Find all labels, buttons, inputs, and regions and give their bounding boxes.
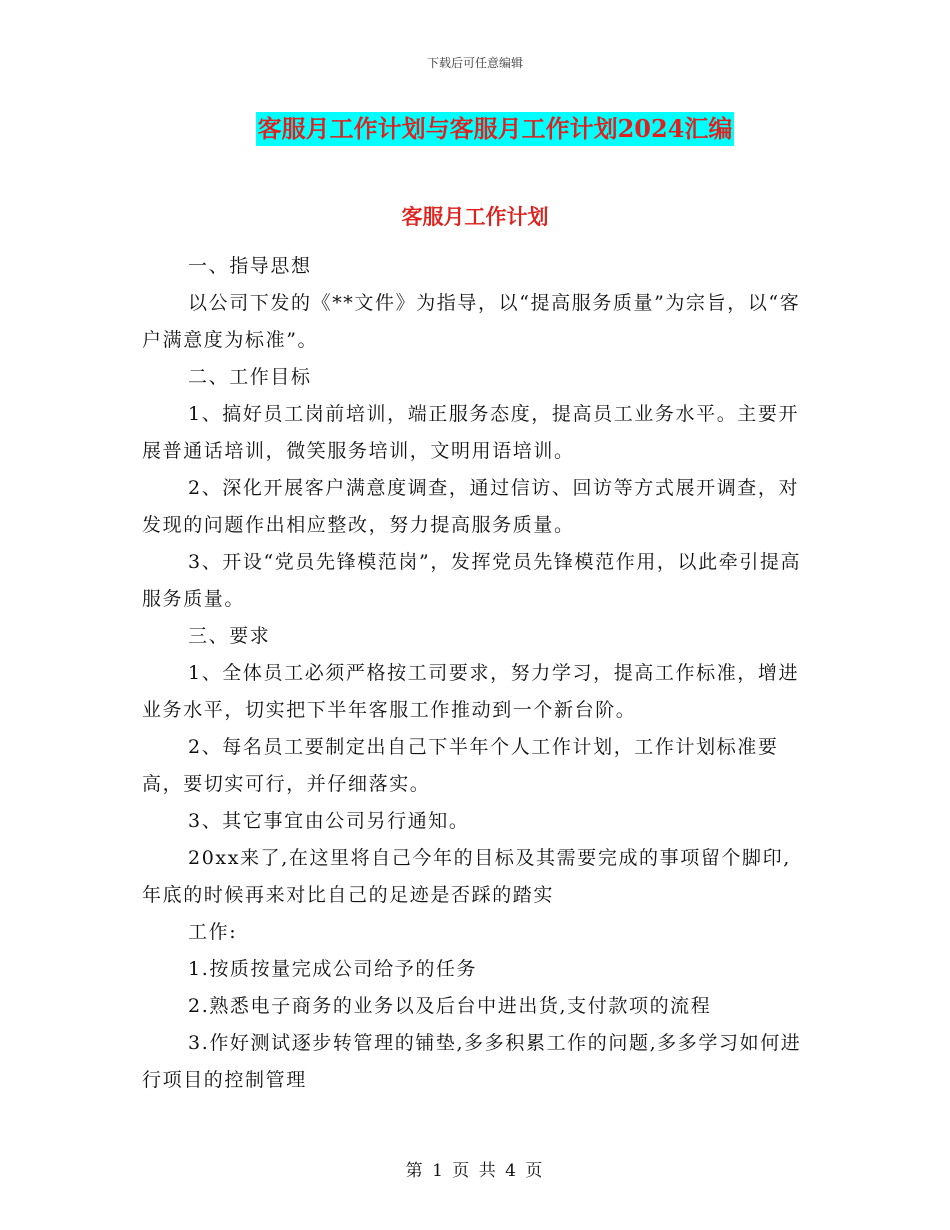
list-item-work-1: 1.按质按量完成公司给予的任务: [188, 958, 478, 980]
list-item-work-3: 3.作好测试逐步转管理的铺垫,多多积累工作的问题,多多学习如何进行项目的控制管理: [142, 1032, 802, 1091]
heading-work-goals: 二、工作目标: [188, 366, 312, 388]
main-title: 客服月工作计划与客服月工作计划2024汇编: [256, 112, 735, 146]
section-title: 客服月工作计划: [401, 204, 549, 229]
main-title-wrap: [0, 112, 950, 146]
heading-requirements: 三、要求: [188, 625, 271, 647]
heading-work: 工作:: [188, 921, 238, 943]
paragraph-goal-3: 3、开设“党员先锋模范岗”，发挥党员先锋模范作用，以此牵引提高服务质量。: [142, 551, 802, 610]
list-item-work-2: 2.熟悉电子商务的业务以及后台中进出货,支付款项的流程: [188, 995, 712, 1017]
paragraph-guiding-thought: 以公司下发的《**文件》为指导，以“提高服务质量”为宗旨，以“客户满意度为标准”。: [142, 292, 801, 351]
paragraph-goal-1: 1、搞好员工岗前培训，端正服务态度，提高员工业务水平。主要开展普通话培训，微笑服务培训，文明用语培训。: [142, 403, 800, 462]
paragraph-goal-2: 2、深化开展客户满意度调查，通过信访、回访等方式展开调查，对发现的问题作出相应整改，努力提高服务质量。: [142, 477, 800, 536]
heading-guiding-thought: 一、指导思想: [188, 255, 312, 277]
document-body: [142, 248, 810, 1099]
paragraph-requirement-1: 1、全体员工必须严格按工司要求，努力学习，提高工作标准，增进业务水平，切实把下半年客服工作推动到一个新台阶。: [142, 662, 800, 721]
paragraph-requirement-3: 3、其它事宜由公司另行通知。: [188, 810, 470, 832]
page-footer: 第 1 页 共 4 页: [405, 1161, 545, 1181]
paragraph-intro-20xx: 20xx来了,在这里将自己今年的目标及其需要完成的事项留个脚印,年底的时候再来对比自己的足迹是否踩的踏实: [142, 847, 791, 906]
paragraph-requirement-2: 2、每名员工要制定出自己下半年个人工作计划，工作计划标准要高，要切实可行，并仔细落实。: [142, 736, 779, 795]
header-note: 下载后可任意编辑: [426, 56, 523, 70]
